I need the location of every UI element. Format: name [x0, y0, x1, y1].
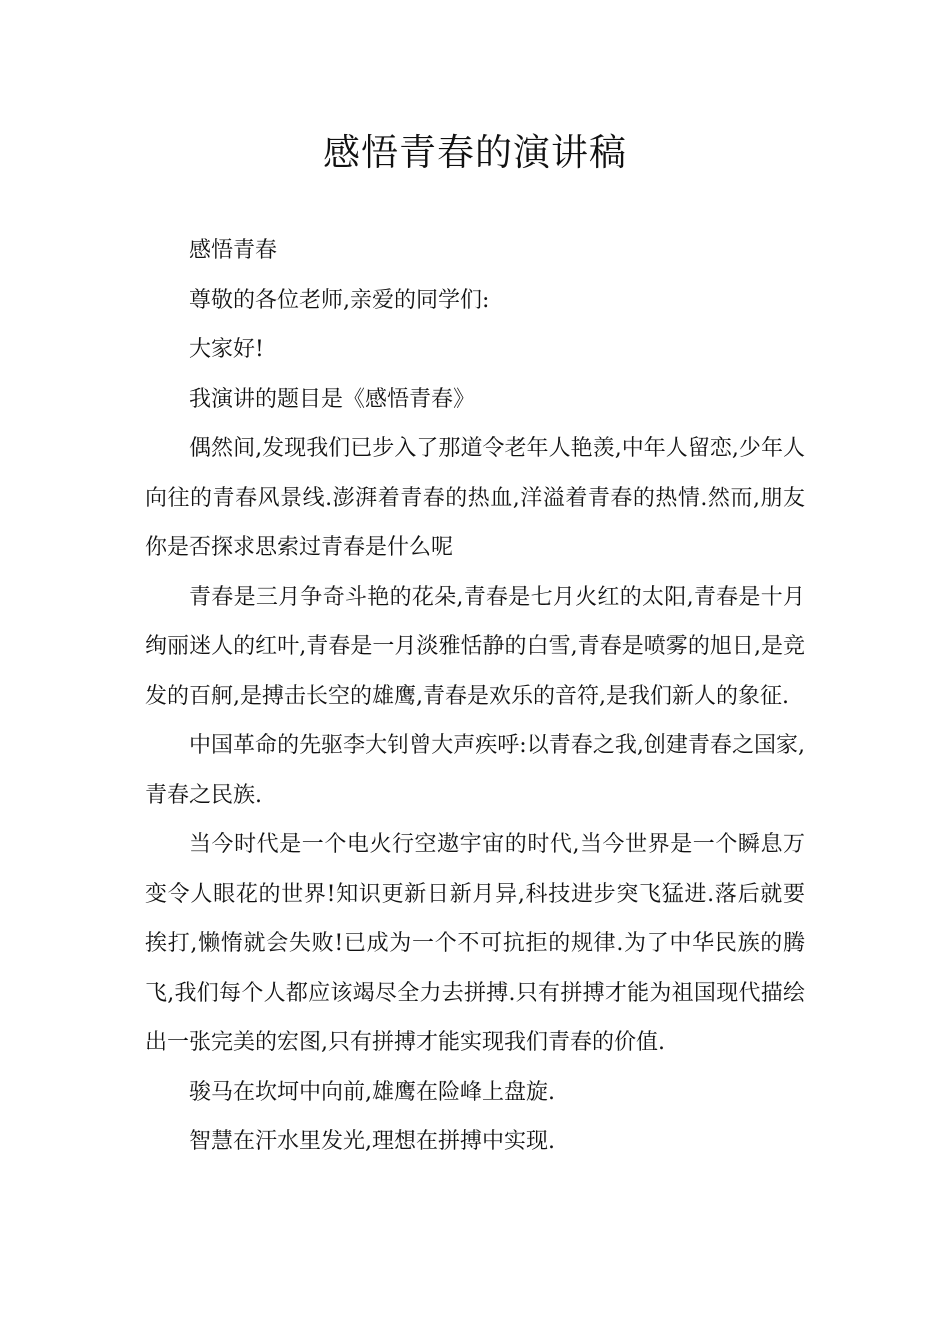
- paragraph-body: 当今时代是一个电火行空遨宇宙的时代,当今世界是一个瞬息万变令人眼花的世界!知识更新日新月异,科技进步突飞猛进.落后就要挨打,懒惰就会失败!已成为一个不可抗拒的规律.为了中华民族的腾飞,我们每个人都应该竭尽全力去拼搏.只有拼搏才能为祖国现代描绘出一张完美的宏图,只有拼搏才能实现我们青春的价值.: [145, 832, 805, 1055]
- paragraph-salutation: 尊敬的各位老师,亲爱的同学们:: [189, 287, 490, 313]
- paragraph-body: 中国革命的先驱李大钊曾大声疾呼:以青春之我,创建青春之国家,青春之民族.: [145, 733, 805, 808]
- document-body: [145, 226, 805, 1167]
- paragraph-body: 骏马在坎坷中向前,雄鹰在险峰上盘旋.: [189, 1079, 555, 1105]
- paragraph-topic: 我演讲的题目是《感悟青春》: [189, 386, 476, 412]
- paragraph-greeting: 大家好!: [189, 337, 264, 362]
- document-title: 感悟青春的演讲稿: [323, 131, 627, 174]
- paragraph-body: 偶然间,发现我们已步入了那道令老年人艳羡,中年人留恋,少年人向往的青春风景线.澎湃着青春的热血,洋溢着青春的热情.然而,朋友你是否探求思索过青春是什么呢: [145, 436, 805, 560]
- paragraph-heading: 感悟青春: [189, 238, 278, 263]
- paragraph-body: 智慧在汗水里发光,理想在拼搏中实现.: [189, 1129, 555, 1154]
- paragraph-body: 青春是三月争奇斗艳的花朵,青春是七月火红的太阳,青春是十月绚丽迷人的红叶,青春是一月淡雅恬静的白雪,青春是喷雾的旭日,是竞发的百舸,是搏击长空的雄鹰,青春是欢乐的音符,是我们新人的象征.: [145, 584, 805, 709]
